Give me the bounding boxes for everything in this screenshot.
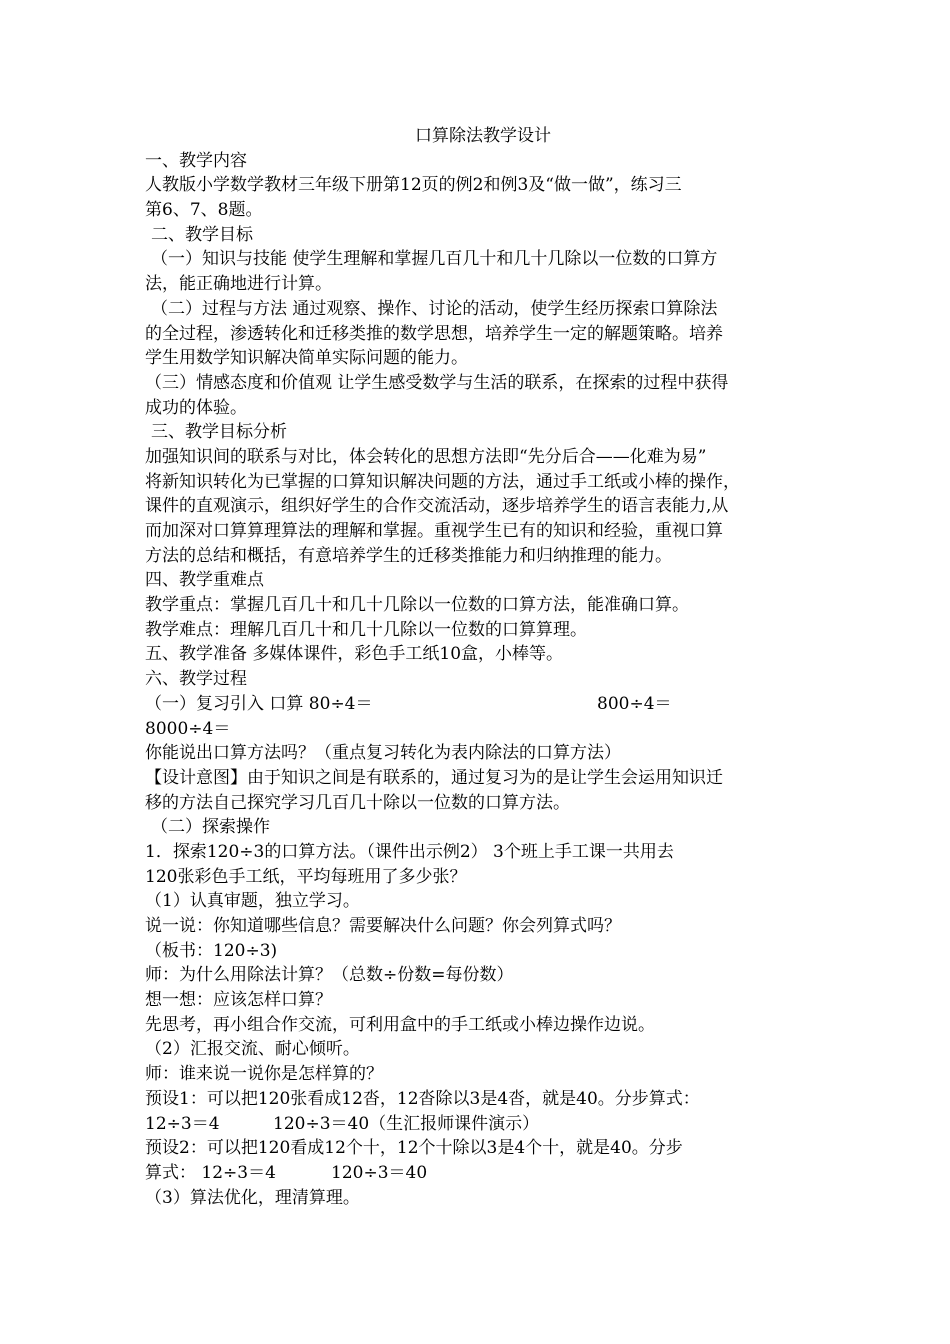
paragraph-line: 教学难点：理解几百几十和几十几除以一位数的口算算理。 (145, 619, 587, 640)
paragraph-line: 先思考，再小组合作交流，可利用盒中的手工纸或小棒边操作边说。 (145, 1014, 655, 1035)
paragraph-line: 移的方法自己探究学习几百几十除以一位数的口算方法。 (145, 792, 570, 813)
paragraph-line: 师：为什么用除法计算？（总数÷份数=每份数） (145, 965, 514, 986)
paragraph-line: 想一想：应该怎样口算？ (145, 990, 332, 1011)
paragraph-line: 【设计意图】由于知识之间是有联系的，通过复习为的是让学生会运用知识迁 (145, 767, 723, 788)
review-item: （一）复习引入 口算 80÷4＝ (145, 693, 373, 714)
paragraph-line: 加强知识间的联系与对比，体会转化的思想方法即“先分后合——化难为易” (145, 446, 707, 467)
paragraph-line: （二）过程与方法 通过观察、操作、讨论的活动，使学生经历探索口算除法 (151, 298, 718, 319)
paragraph-line: （板书：120÷3) (145, 940, 278, 961)
paragraph-line: （2）汇报交流、耐心倾听。 (145, 1039, 360, 1060)
paragraph-line (145, 1161, 815, 1186)
paragraph-line: 1．探索120÷3的口算方法。（课件出示例2） 3个班上手工课一共用去 (145, 841, 674, 862)
section-heading: 六、教学过程 (145, 669, 247, 690)
paragraph-line: 第6、7、8题。 (145, 200, 263, 221)
paragraph-line: 教学重点：掌握几百几十和几十几除以一位数的口算方法，能准确口算。 (145, 595, 689, 616)
paragraph-line: 说一说：你知道哪些信息？需要解决什么问题？你会列算式吗？ (145, 916, 621, 936)
formula-step: 120÷3＝40（生汇报师课件演示） (273, 1113, 540, 1134)
section-heading: 二、教学目标 (151, 224, 253, 245)
paragraph-line: 师：谁来说一说你是怎样算的？ (145, 1064, 383, 1085)
paragraph-line: 120张彩色手工纸，平均每班用了多少张？ (145, 866, 467, 887)
section-heading: （二）探索操作 (151, 817, 270, 838)
formula-step: 算式： 12÷3＝4 (145, 1162, 276, 1183)
paragraph-line (145, 1112, 815, 1137)
paragraph-line: 8000÷4＝ (145, 718, 231, 739)
paragraph-line: 人教版小学数学教材三年级下册第12页的例2和例3及“做一做”，练习三 (145, 175, 682, 196)
paragraph-line: 将新知识转化为已掌握的口算知识解决问题的方法，通过手工纸或小棒的操作， (145, 471, 740, 492)
paragraph-line: 的全过程，渗透转化和迁移类推的数学思想，培养学生一定的解题策略。培养 (145, 323, 723, 344)
review-item: 800÷4＝ (597, 693, 672, 714)
section-heading: 一、教学内容 (145, 150, 247, 171)
formula-step: 120÷3＝40 (331, 1162, 428, 1183)
paragraph-line: 预设2：可以把120看成12个十，12个十除以3是4个十，就是40。分步 (145, 1138, 683, 1159)
paragraph-line: 法，能正确地进行计算。 (145, 274, 332, 295)
section-heading: 三、教学目标分析 (151, 422, 287, 443)
paragraph-line: 预设1：可以把120张看成12沓，12沓除以3是4沓，就是40。分步算式： (145, 1088, 700, 1109)
paragraph-line: （3）算法优化，理清算理。 (145, 1187, 360, 1208)
paragraph-line: 课件的直观演示，组织好学生的合作交流活动，逐步培养学生的语言表能力,从 (145, 496, 729, 517)
paragraph-line: 你能说出口算方法吗？（重点复习转化为表内除法的口算方法） (145, 743, 621, 764)
paragraph-line: 而加深对口算算理算法的理解和掌握。重视学生已有的知识和经验，重视口算 (145, 521, 723, 541)
paragraph-line: （三）情感态度和价值观 让学生感受数学与生活的联系，在探索的过程中获得 (145, 372, 729, 393)
document-title: 口算除法教学设计 (415, 126, 551, 146)
section-heading: 四、教学重难点 (145, 570, 264, 591)
paragraph-line: （一）知识与技能 使学生理解和掌握几百几十和几十几除以一位数的口算方 (151, 249, 718, 270)
paragraph-line: 成功的体验。 (145, 397, 247, 418)
paragraph-line (145, 692, 815, 717)
paragraph-line: 学生用数学知识解决简单实际问题的能力。 (145, 348, 468, 369)
paragraph-line: 方法的总结和概括，有意培养学生的迁移类推能力和归纳推理的能力。 (145, 545, 672, 566)
formula-step: 12÷3＝4 (145, 1113, 220, 1134)
document-body (145, 124, 815, 1210)
paragraph-line: （1）认真审题，独立学习。 (145, 891, 360, 912)
section-heading: 五、教学准备 多媒体课件，彩色手工纸10盒，小棒等。 (145, 644, 564, 665)
